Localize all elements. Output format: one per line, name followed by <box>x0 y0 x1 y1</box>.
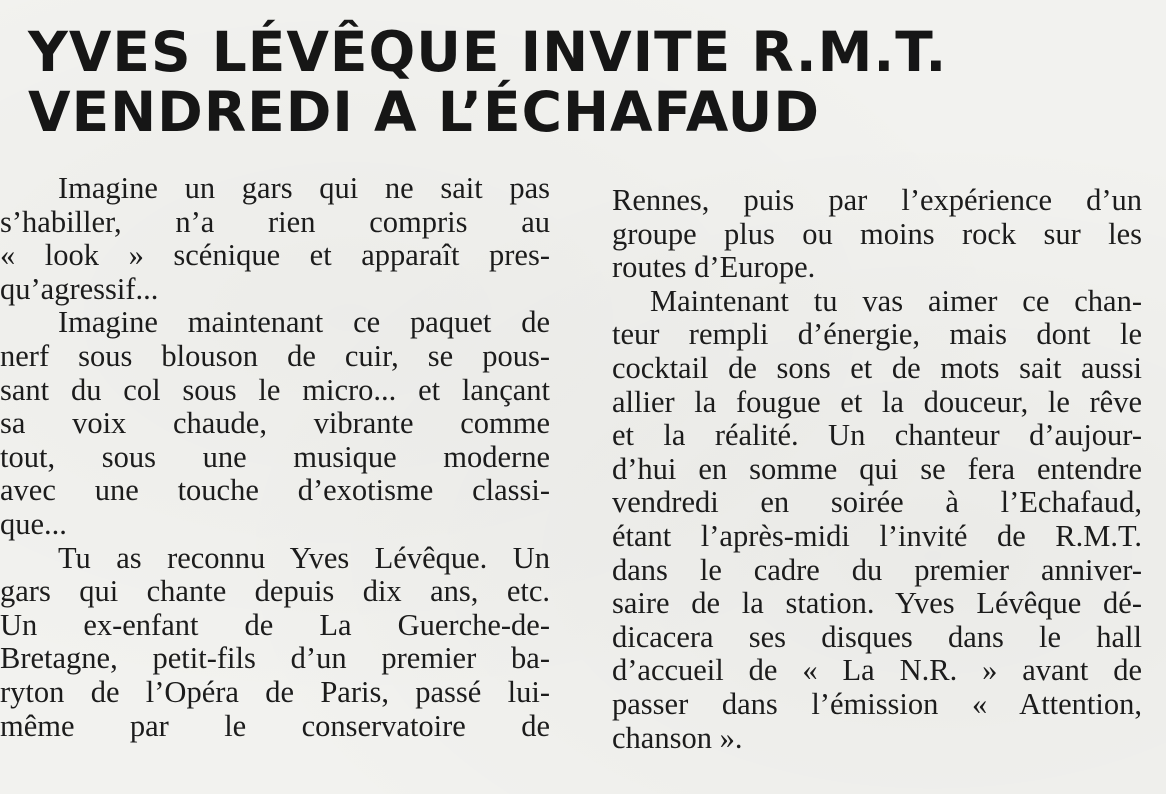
text-line: d’hui en somme qui se fera entendre <box>612 451 1142 486</box>
text-line: teur rempli d’énergie, mais dont le <box>612 317 1142 352</box>
text-line: Imagine maintenant ce paquet de <box>58 305 550 340</box>
headline-line-1: YVES LÉVÊQUE INVITE R.M.T. <box>28 20 948 84</box>
text-line: cocktail de sons et de mots sait aussi <box>612 350 1142 385</box>
text-line: que... <box>0 506 67 541</box>
text-line: groupe plus ou moins rock sur les <box>612 216 1142 251</box>
article-headline <box>28 22 1148 142</box>
text-line: Rennes, puis par l’expérience d’un <box>612 183 1142 217</box>
article-column-left <box>0 171 550 743</box>
text-line: Imagine un gars qui ne sait pas <box>58 171 550 205</box>
text-line: Maintenant tu vas aimer ce chan- <box>650 283 1142 318</box>
text-line: étant l’après-midi l’invité de R.M.T. <box>612 518 1142 553</box>
text-line: nerf sous blouson de cuir, se pous- <box>0 338 550 373</box>
text-line: « look » scénique et apparaît pres- <box>0 238 550 273</box>
text-line: Tu as reconnu Yves Lévêque. Un <box>58 540 550 575</box>
text-line: s’habiller, n’a rien compris au <box>0 204 550 239</box>
text-line: routes d’Europe. <box>612 250 816 285</box>
text-line: sa voix chaude, vibrante comme <box>0 406 550 441</box>
text-line: chanson ». <box>612 720 743 755</box>
headline-line-2: VENDREDI A L’ÉCHAFAUD <box>28 80 820 144</box>
text-line: sant du col sous le micro... et lançant <box>0 372 550 407</box>
text-line: même par le conservatoire de <box>0 708 550 743</box>
text-line: ryton de l’Opéra de Paris, passé lui- <box>0 674 550 709</box>
text-line: saire de la station. Yves Lévêque dé- <box>612 586 1142 621</box>
text-line: d’accueil de « La N.R. » avant de <box>612 653 1142 688</box>
text-line: avec une touche d’exotisme classi- <box>0 473 550 508</box>
text-line: Un ex-enfant de La Guerche-de- <box>0 607 550 642</box>
text-line: allier la fougue et la douceur, le rêve <box>612 384 1142 419</box>
text-line: gars qui chante depuis dix ans, etc. <box>0 574 550 609</box>
article-column-right <box>612 184 1142 755</box>
text-line: tout, sous une musique moderne <box>0 439 550 474</box>
text-line: passer dans l’émission « Attention, <box>612 686 1142 721</box>
text-line: Bretagne, petit-fils d’un premier ba- <box>0 641 550 676</box>
text-line: dans le cadre du premier anniver- <box>612 552 1142 587</box>
text-line: et la réalité. Un chanteur d’aujour- <box>612 418 1142 453</box>
text-line: dicacera ses disques dans le hall <box>612 619 1142 654</box>
text-line: vendredi en soirée à l’Echafaud, <box>612 485 1142 520</box>
text-line: qu’agressif... <box>0 271 159 306</box>
